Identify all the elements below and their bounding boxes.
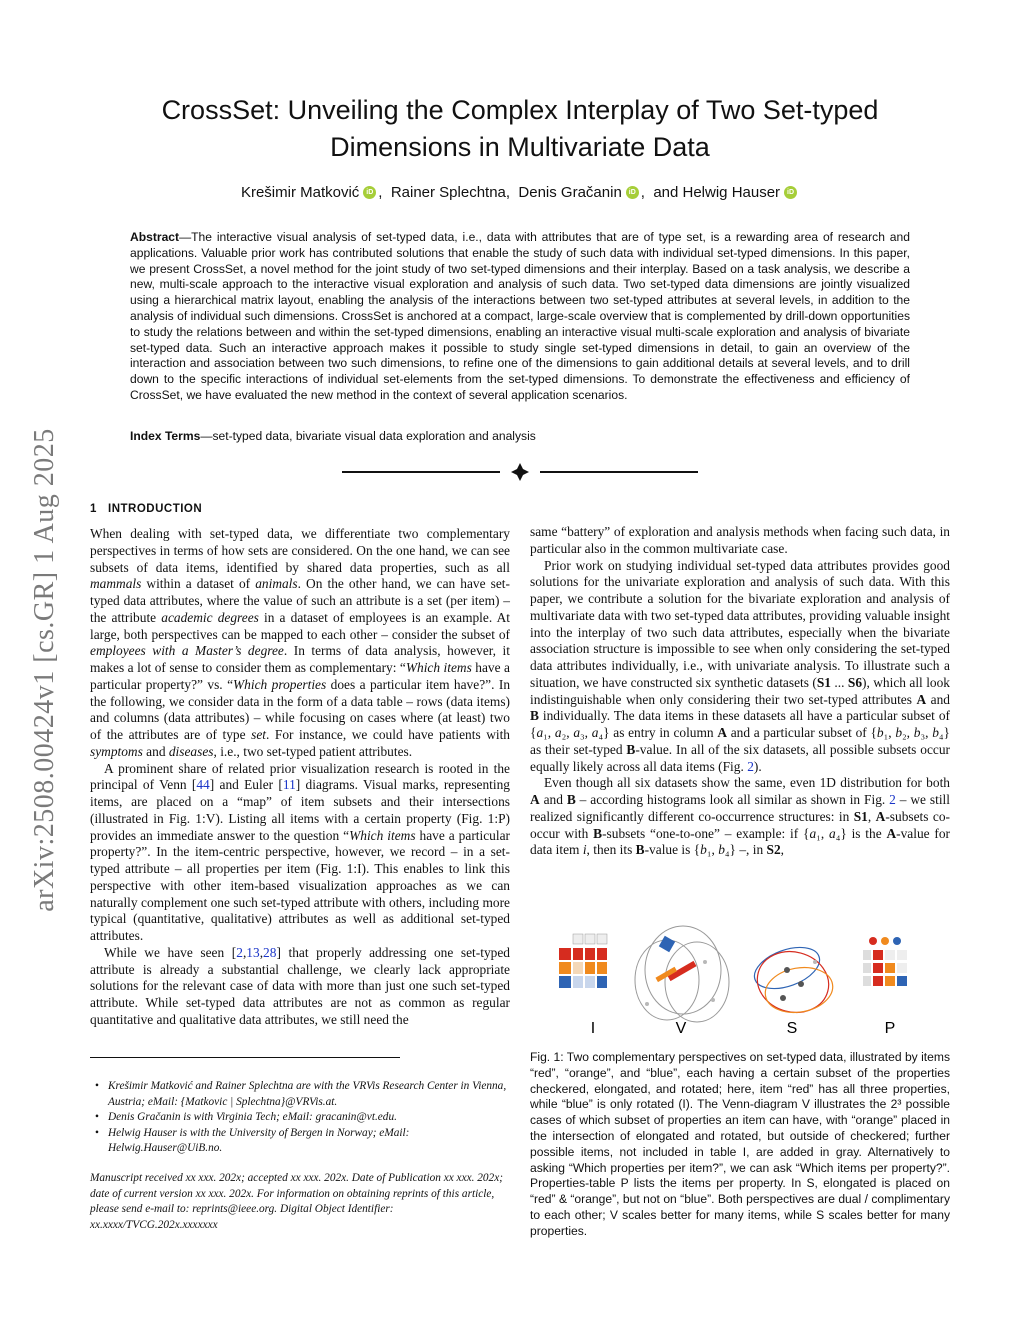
paragraph: Prior work on studying individual set-typed data attributes provides good solutions for the univariate exploration and analysis of such data. With this paper, we contribute a solution for the bivariate exploration and analysis of multivariate data with two set-typed data attributes, providing valuable insight into the interplay of two such data attributes, especially when the bivariate association structure is impossible to see when only considering the set-typed data attributes individually, i.e., with univariate analysis. To illustrate such a situation, we have constructed six synthetic datasets (S1 ... S6), which all look indistinguishable when only considering their two set-typed attributes A and B individually. The data items in these datasets all have a particular subset of {a₁, a₂, a₃, a₄} as entry in column A and a particular subset of {b₁, b₂, b₃, b₄} as their set-typed B-value. In all of the six datasets, all possible subsets occur equally likely across all data items (Fig. 2). (530, 557, 951, 774)
orcid-icon[interactable]: iD (626, 186, 639, 199)
figure-label-p: P (884, 1020, 896, 1037)
item-red-swatch (559, 948, 571, 960)
index-terms-label: Index Terms (130, 429, 201, 443)
figure-label-v: V (675, 1020, 687, 1037)
arxiv-stamp-container (20, 380, 70, 960)
body-right-column (530, 524, 950, 859)
orcid-icon[interactable]: iD (784, 186, 797, 199)
footnote-item: • Denis Gračanin is with Virginia Tech; eMail: gracanin@vt.edu. (90, 1110, 510, 1126)
section-heading: 1 INTRODUCTION (90, 503, 203, 515)
orcid-icon[interactable]: iD (363, 186, 376, 199)
footnote-rule (90, 1057, 400, 1058)
abstract (130, 230, 910, 404)
index-terms-text: —set-typed data, bivariate visual data exploration and analysis (200, 429, 536, 443)
paragraph: When dealing with set-typed data, we differentiate two complementary perspectives in terms of how sets are considered. On the one hand, we can see subsets of data items, identified by shared data properties, such as all mammals within a dataset of animals. On the other hand, we can have set-typed data attributes, where the value of such an attribute is a set (per item) – the attribute academic degrees in a dataset of employees is an example. At large, both perspectives can be mapped to each other – consider the subset of employees with a Master’s degree. In terms of data analysis, however, it makes a lot of sense to consider them as complementary: “Which items have a particular property?” vs. “Which properties does a particular item have?”. In the following, we consider data in the form of a data table – rows (data items) and columns (data attributes) – while focusing on cases where (at least) two of the attributes are of type set. For instance, we could have patients with symptoms and diseases, i.e., two set-typed patient attributes. (90, 526, 511, 759)
section-divider (342, 462, 698, 482)
author-name: and Helwig Hauser (653, 184, 781, 201)
manuscript-note: Manuscript received xx xxx. 202x; accepted xx xxx. 202x. Date of Publication xx xxx. 202x; date of current version xx xxx. 202x. For information on obtaining reprints of this article, please send e-mail to: reprints@ieee.org. Digital Object Identifier: xx.xxxx/TVCG.202x.xxxxxxx (90, 1171, 503, 1231)
author-name: Denis Gračanin (518, 184, 622, 201)
venn-blue-item (659, 936, 675, 952)
paragraph: Even though all six datasets show the same, even 1D distribution for both A and B – according histograms look all similar as shown in Fig. 2 – we still realized significantly different co-occurrence structures: in S1, A-subsets co-occur with B-subsets “one-to-one” – example: if {a₁, a₄} is the A-value for data item i, then its B-value is {b₁, b₄} –, in S2, (530, 775, 951, 858)
abstract-text: —The interactive visual analysis of set-typed data, i.e., data with attributes that are of type set, is a rewarding area of research and applications. Valuable prior work has contributed solutions that enable the study of such data with individual set-typed dimensions. In this paper, we present CrossSet, a novel method for the joint study of two set-typed dimensions and their interplay. Based on a task analysis, we describe a new, multi-scale approach to the interactive visual exploration and analysis of such data. Two set-typed data dimensions are jointly visualized using a hierarchical matrix layout, enabling the analysis of the interactions between two set-typed attributes at several levels, in addition to the analysis of individual such dimensions. CrossSet is anchored at a compact, large-scale overview that is complemented by drill-down opportunities to study the relations between and within the set-typed dimensions, enabling an interactive visual multi-scale exploration and analysis of bivariate set-typed data. Such an interactive approach makes it possible to study single set-typed dimensions in detail, to gain an overview of the interaction and association between two such dimensions, to refine one of the dimensions to gain additional details at several levels, and to drill down to the specific interactions of individual set-elements from the set-typed dimensions. To demonstrate the effectiveness and efficiency of CrossSet, we have evaluated the new method in the context of several application scenarios. (130, 230, 910, 402)
figure-label-s: S (786, 1020, 798, 1037)
footnotes (90, 1079, 510, 1233)
figure-1 (555, 920, 925, 1040)
index-terms (130, 429, 910, 443)
author-name: Rainer Splechtna (390, 184, 506, 201)
item-orange-swatch (559, 962, 571, 974)
figure-caption: Fig. 1: Two complementary perspectives on set-typed data, illustrated by items “red”, “orange”, and “blue”, each having a certain subset of the properties checkered, elongated, and rotated; here, item “red” has all three properties, while “blue” is only rotated (I). The Venn-diagram V illustrates the 2³ possible cases of which subset of properties an item can have, with “orange” placed in the intersection of elongated and rotated, but outside of checkered; further possible items, not included in table I, are added in gray. Alternatively to asking “Which properties per item?”, we can ask “Which items per property?”. Properties-table P lists the items per property. In S, elongated is placed on “red” & “orange”, but not on “blue”. Both perspectives are dual / complimentary to each other; V scales better for many items, while S scales better for many properties. (530, 1050, 950, 1238)
item-blue-swatch (559, 976, 571, 988)
body-left-column (90, 526, 510, 1029)
paragraph: same “battery” of exploration and analysis methods when facing such data, in particular also in the common multivariate case. (530, 524, 950, 556)
paragraph: A prominent share of related prior visualization research is rooted in the principal of Venn [44] and Euler [11] diagrams. Visual marks, representing items, are placed on a “map” of item subsets and their intersections (illustrated in Fig. 1:V). Listing all items with a certain property (Fig. 1:P) provides an immediate answer to the question “Which items have a particular property?”. In the item-centric perspective, however, we record – in a set-typed attribute – all properties per item (Fig. 1:I). This enables to link this perspective with other item-based visualization approaches as we can naturally complement one such set-typed attribute with others, including more typical (quantitative, qualitative) attributes as well as additional set-typed attributes. (90, 760, 510, 943)
item-table (559, 934, 607, 988)
footnote-item: • Krešimir Matković and Rainer Splechtna are with the VRVis Research Center in Vienna, Austria; eMail: {Matkovic | Splechtna}@VRVis.at. (90, 1079, 510, 1110)
author-list: Krešimir Matković iD , Rainer Splechtna, Denis Gračanin iD , and Helwig Hauser iD (150, 184, 890, 201)
arxiv-stamp: arXiv:2508.00424v1 [cs.GR] 1 Aug 2025 (29, 428, 60, 912)
footnote-item: • Helwig Hauser is with the University of Bergen in Norway; eMail: Helwig.Hauser@UiB.no. (90, 1126, 510, 1157)
figure-label-i: I (590, 1020, 596, 1037)
author-name: Krešimir Matković (240, 184, 360, 201)
set-diagram (749, 939, 836, 1020)
property-table (863, 937, 907, 986)
abstract-label: Abstract (130, 230, 180, 244)
paragraph: While we have seen [2,13,28] that properly addressing one set-typed attribute is already a substantial challenge, we clearly lack appropriate solutions for the relevant case of data with more than just one such set-typed attribute. While set-typed data attributes are not as common as regular quantitative and qualitative data attributes, we still need the (90, 944, 510, 1027)
paper-title: CrossSet: Unveiling the Complex Interplay of Two Set-typed Dimensions in Multivariate Data (161, 95, 879, 162)
